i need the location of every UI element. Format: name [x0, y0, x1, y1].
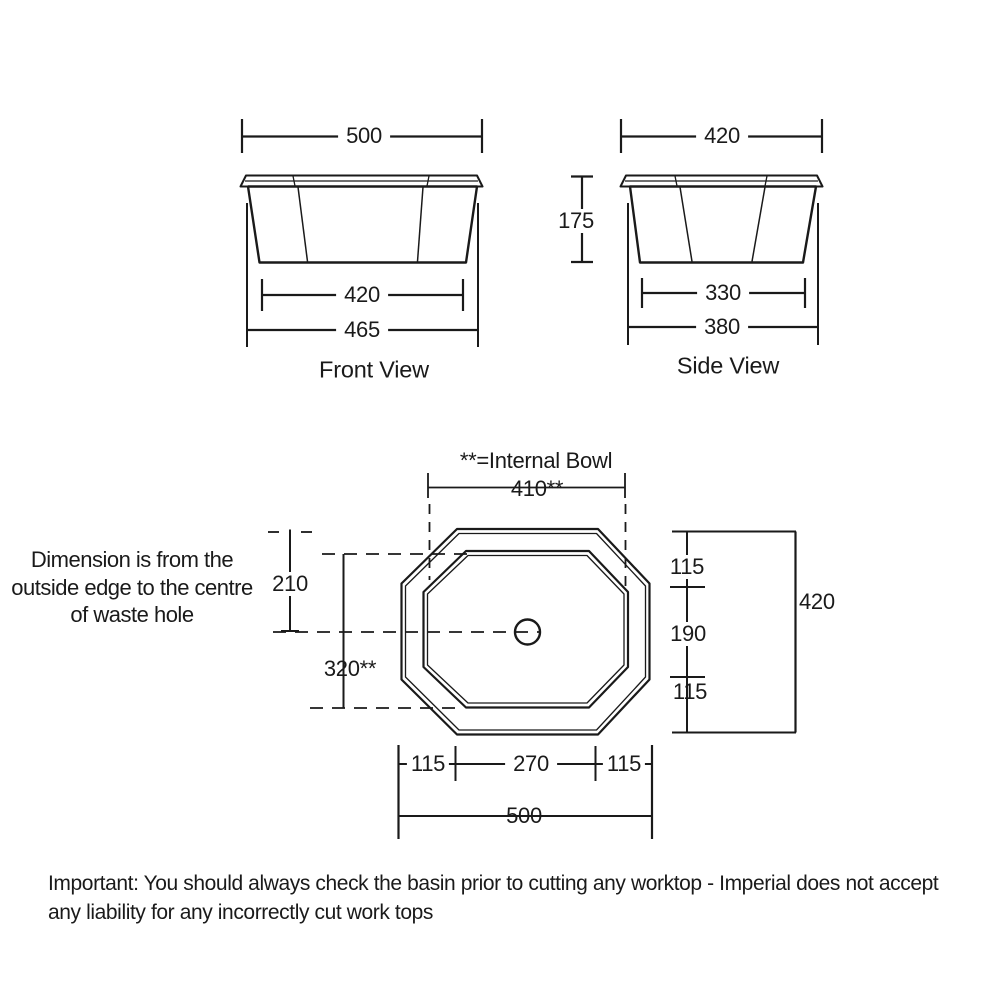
front-bottom-outer-dim: 465: [336, 318, 388, 342]
front-bottom-inner-dim: 420: [336, 283, 388, 307]
side-height-dim: 175: [554, 209, 598, 233]
important-notice: [48, 869, 938, 927]
note-line: Dimension is from the: [30, 547, 234, 572]
plan-bowl-length-dim: 320**: [323, 656, 377, 681]
plan-waste-offset-dim: 210: [268, 572, 312, 596]
side-bottom-inner-dim: 330: [697, 281, 749, 305]
plan-bottom-left-dim: 115: [407, 752, 449, 776]
important-notice-line: any liability for any incorrectly cut work tops: [48, 901, 434, 924]
waste-hole-note: [0, 546, 268, 629]
front-view-drawing: [241, 119, 483, 347]
important-notice-line: Important: You should always check the basin prior to cutting any worktop - Imperial does not accept: [48, 872, 939, 895]
plan-right-middle-dim: 190: [666, 622, 710, 646]
plan-right-top-dim: 115: [666, 555, 708, 579]
note-line: of waste hole: [70, 602, 194, 627]
front-view-label: Front View: [319, 356, 429, 383]
plan-bottom-middle-dim: 270: [505, 752, 557, 776]
plan-right-bottom-dim: 115: [672, 679, 708, 704]
side-top-width-dim: 420: [696, 124, 748, 148]
plan-bottom-right-dim: 115: [603, 752, 645, 776]
plan-bottom-total-dim: 500: [506, 803, 542, 828]
plan-bowl-width-dim: 410**: [510, 476, 564, 501]
note-line: outside edge to the centre: [11, 574, 253, 600]
side-view-drawing: [571, 119, 823, 345]
side-view-label: Side View: [676, 352, 780, 379]
plan-right-total-dim: 420: [799, 589, 835, 614]
internal-bowl-legend: **=Internal Bowl: [459, 448, 613, 473]
side-bottom-outer-dim: 380: [696, 315, 748, 339]
front-top-width-dim: 500: [338, 124, 390, 148]
